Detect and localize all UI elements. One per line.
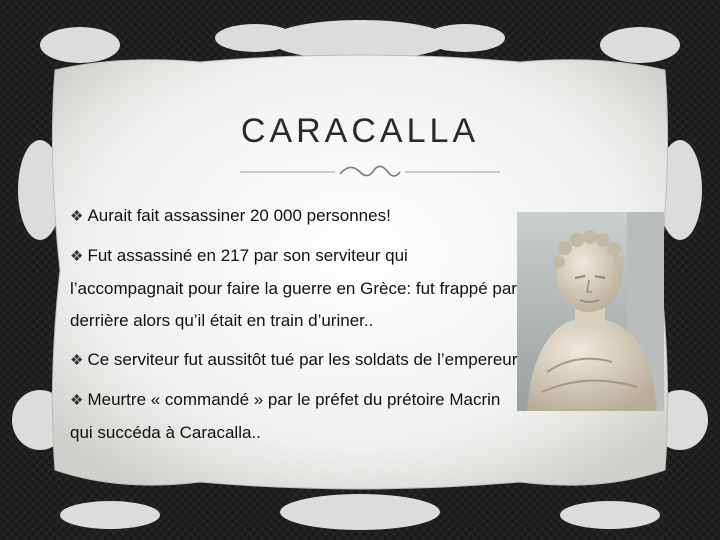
bullet-text: Meurtre « commandé » par le préfet du prétoire Macrin qui succéda à Caracalla.. [70,390,501,442]
portrait-image [517,212,664,411]
title-divider [240,160,500,184]
diamond-bullet-icon: ❖ [70,392,84,409]
bullet-item [70,240,520,337]
bullet-text: Fut assassiné en 217 par son serviteur qui l’accompagnait pour faire la guerre en Grèce: fut frappé par derrière alors qu’il était en train d’uriner.. [70,246,517,330]
diamond-bullet-icon: ❖ [70,248,84,265]
bullet-item [70,200,520,233]
flourish-icon [340,166,400,176]
bullet-text: Ce serviteur fut aussitôt tué par les soldats de l’empereur [87,350,518,369]
diamond-bullet-icon: ❖ [70,352,84,369]
diamond-bullet-icon: ❖ [70,208,84,225]
bullet-text: Aurait fait assassiner 20 000 personnes! [87,206,391,225]
slide-title: CARACALLA [240,112,480,150]
bullet-list [70,200,520,456]
bullet-item [70,344,520,377]
bullet-item [70,384,520,449]
